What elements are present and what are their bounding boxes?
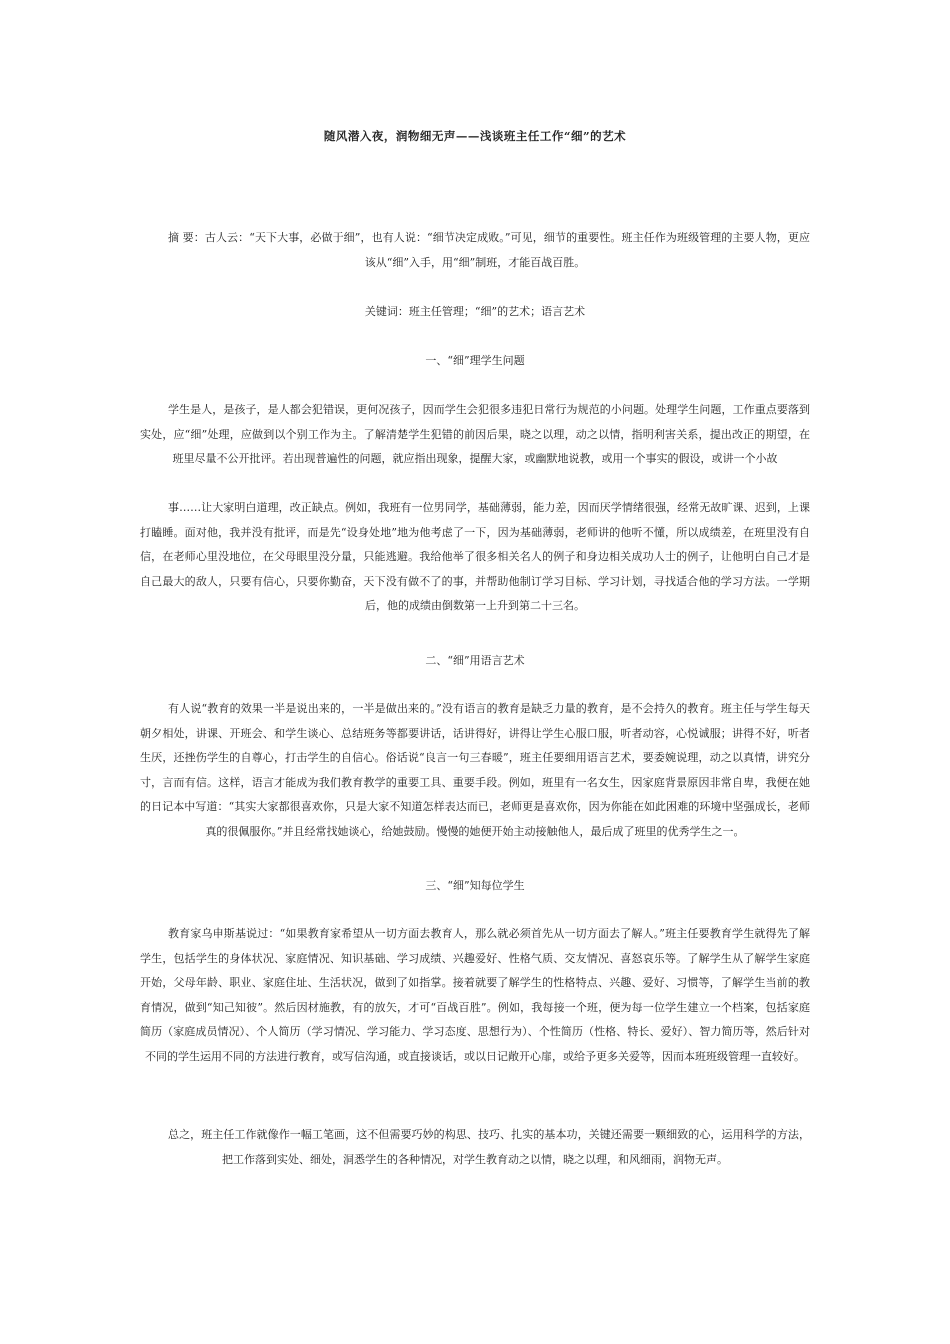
abstract-text: 摘 要：古人云：“天下大事，必做于细”，也有人说：“细节决定成败。”可见，细节的重要性。班主任作为班级管理的主要人物，更应该从“细”入手，用“细”制班，才能百战百胜。 — [168, 231, 810, 269]
section-heading-3: 三、“细”知每位学生 — [425, 879, 525, 892]
abstract — [140, 226, 810, 275]
section-3-paragraph-1 — [140, 922, 810, 1069]
section-1-paragraph-1 — [140, 398, 810, 472]
section-heading-2: 二、“细”用语言艺术 — [425, 654, 525, 667]
section-1-paragraph-2 — [140, 496, 810, 619]
conclusion-text: 总之，班主任工作就像作一幅工笔画，这不但需要巧妙的构思、技巧、扎实的基本功，关键还需要一颗细致的心，运用科学的方法，把工作落到实处、细处，洞悉学生的各种情况，对学生教育动之以情，晓之以理，和风细雨，润物无声。 — [168, 1128, 810, 1166]
paragraph-text: 事……让大家明白道理，改正缺点。例如，我班有一位男同学，基础薄弱，能力差，因而厌学情绪很强，经常无故旷课、迟到，上课打瞌睡。面对他，我并没有批评，而是先“设身处地”地为他考虑了一下，因为基础薄弱，老师讲的他听不懂，所以成绩差，在班里没有自信，在老师心里没地位，在父母眼里没分量，只能逃避。我给他举了很多相关名人的例子和身边相关成功人士的例子，让他明白自己才是自己最大的敌人，只要有信心，只要你勤奋，天下没有做不了的事，并帮助他制订学习目标、学习计划，寻找适合他的学习方法。一学期后，他的成绩由倒数第一上升到第二十三名。 — [140, 501, 810, 612]
keywords: 关键词：班主任管理；“细”的艺术；语言艺术 — [364, 305, 586, 318]
document-title: 随风潜入夜，润物细无声——浅谈班主任工作“细”的艺术 — [323, 129, 627, 143]
section-2-paragraph-1 — [140, 697, 810, 844]
paragraph-text: 有人说“教育的效果一半是说出来的，一半是做出来的。”没有语言的教育是缺乏力量的教育，是不会持久的教育。班主任与学生每天朝夕相处，讲课、开班会、和学生谈心、总结班务等都要讲话，话讲得好，讲得让学生心服口服，听者动容，心悦诚服；讲得不好，听者生厌，还挫伤学生的自尊心，打击学生的自信心。俗话说“良言一句三春暖”，班主任要细用语言艺术，要委婉说理，动之以真情，讲究分寸，言而有信。这样，语言才能成为我们教育教学的重要工具、重要手段。例如，班里有一名女生，因家庭背景原因非常自卑，我便在她的日记本中写道：“其实大家都很喜欢你，只是大家不知道怎样表达而已，老师更是喜欢你，因为你能在如此困难的环境中坚强成长，老师真的很佩服你。”并且经常找她谈心，给她鼓励。慢慢的她便开始主动接触他人，最后成了班里的优秀学生之一。 — [140, 702, 810, 838]
paragraph-text: 教育家乌申斯基说过：“如果教育家希望从一切方面去教育人，那么就必须首先从一切方面去了解人。”班主任要教育学生就得先了解学生，包括学生的身体状况、家庭情况、知识基础、学习成绩、兴趣爱好、性格气质、交友情况、喜怒哀乐等。了解学生从了解学生家庭开始，父母年龄、职业、家庭住址、生活状况，做到了如指掌。接着就要了解学生的性格特点、兴趣、爱好、习惯等，了解学生当前的教育情况，做到“知己知彼”。然后因材施教，有的放矢，才可“百战百胜”。例如，我每接一个班，便为每一位学生建立一个档案，包括家庭简历（家庭成员情况）、个人简历（学习情况、学习能力、学习态度、思想行为）、个性简历（性格、特长、爱好）、智力简历等，然后针对不同的学生运用不同的方法进行教育，或写信沟通，或直接谈话，或以日记敞开心扉，或给予更多关爱等，因而本班班级管理一直较好。 — [140, 927, 810, 1063]
conclusion — [140, 1123, 810, 1172]
section-heading-1: 一、“细”理学生问题 — [425, 354, 525, 367]
paragraph-text: 学生是人，是孩子，是人都会犯错误，更何况孩子，因而学生会犯很多违犯日常行为规范的小问题。处理学生问题，工作重点要落到实处，应“细”处理，应做到以个别工作为主。了解清楚学生犯错的前因后果，晓之以理，动之以情，指明利害关系，提出改正的期望，在班里尽量不公开批评。若出现普遍性的问题，就应指出现象，提醒大家，或幽默地说教，或用一个事实的假设，或讲一个小故 — [140, 403, 810, 465]
